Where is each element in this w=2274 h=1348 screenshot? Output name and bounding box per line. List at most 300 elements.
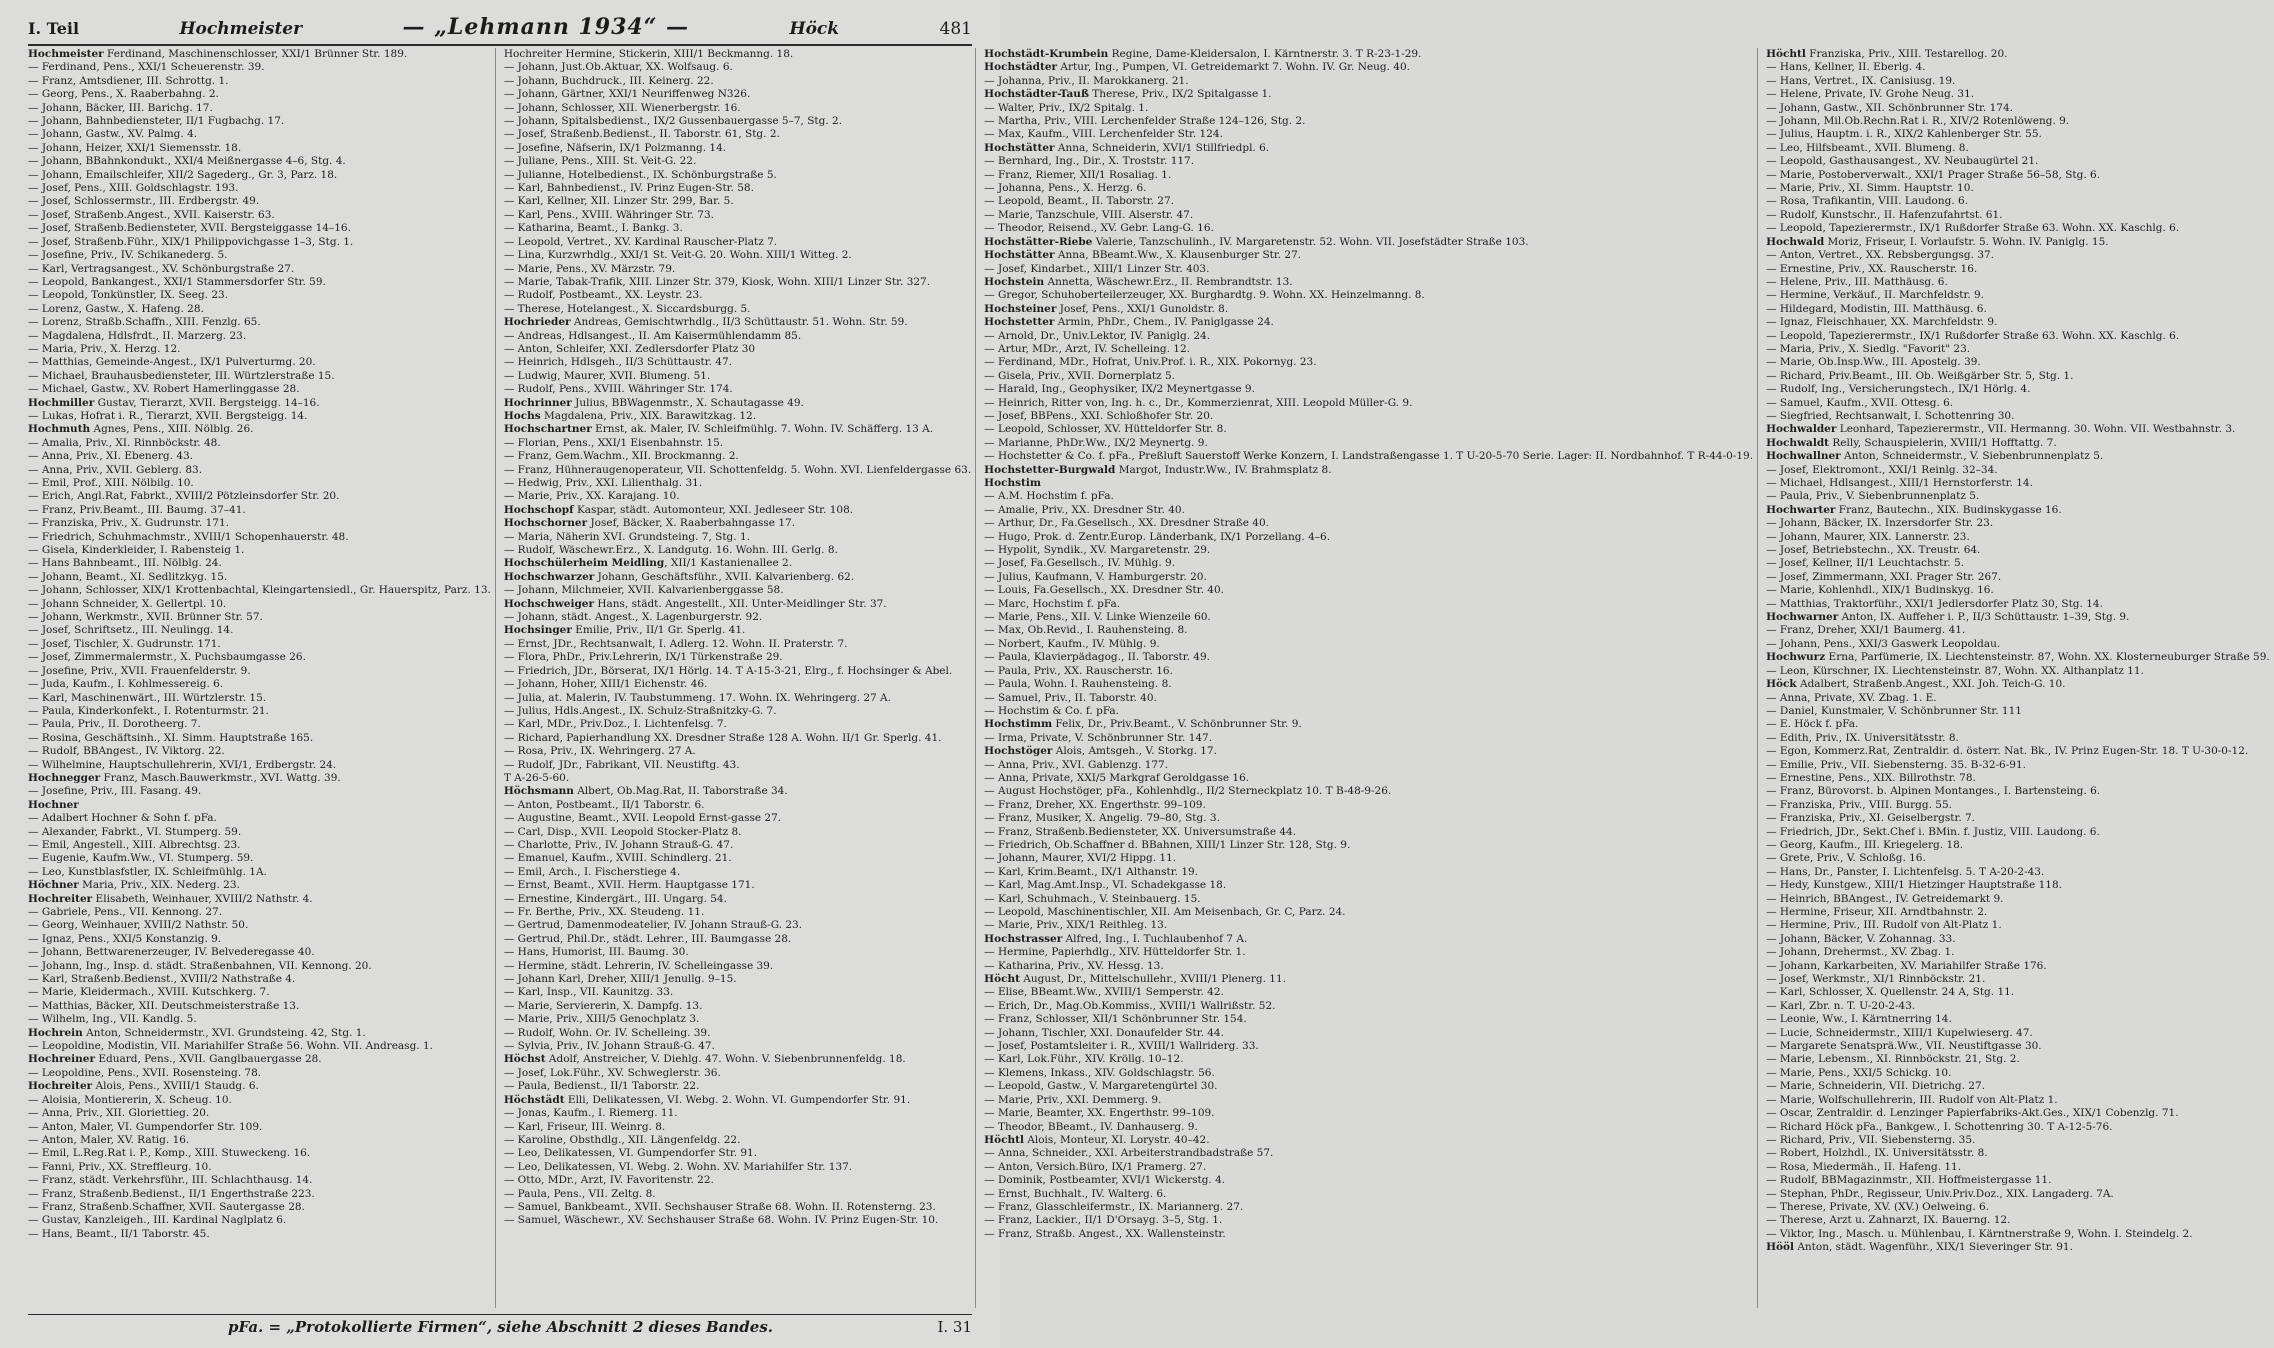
directory-entry (1766, 745, 2270, 758)
entry-details: — Karl, Kellner, XII. Linzer Str. 299, Bar. 5. (503, 195, 734, 208)
entry-details: — Augustine, Beamt., XVII. Leopold Ernst-gasse 27. (503, 812, 782, 825)
entry-details: — Leopold, Tapezierermstr., IX/1 Rußdorfer Straße 63. Wohn. XX. Kaschlg. 6. (1766, 222, 2180, 235)
directory-entry (1766, 812, 2270, 825)
directory-entry (504, 946, 971, 959)
directory-entry (984, 128, 1753, 141)
entry-details: — Karl, Straßenb.Bedienst., XVIII/2 Nathstraße 4. (28, 973, 296, 986)
directory-entry (28, 155, 491, 168)
entry-surname: Hochwallner (1766, 450, 1841, 463)
entry-details: — Therese, Arzt u. Zahnarzt, IX. Bauerng. 12. (1766, 1214, 2011, 1227)
directory-entry (504, 289, 971, 302)
entry-details: — Theodor, BBeamt., IV. Danhauserg. 9. (984, 1120, 1198, 1133)
directory-entry (28, 48, 491, 61)
entry-details: — Rudolf, Wohn. Or. IV. Schelleing. 39. (503, 1026, 711, 1039)
entry-details: — Ernst, Beamt., XVII. Herm. Hauptgasse 171. (503, 879, 755, 892)
entry-surname: Hochnegger (28, 771, 101, 784)
entry-surname: Hochrieder (503, 316, 571, 329)
directory-entry (28, 651, 491, 664)
directory-entry (1766, 356, 2270, 369)
directory-entry (1766, 946, 2270, 959)
signature-mark: I. 31 (937, 1318, 972, 1336)
entry-surname: Hochreiter (28, 1080, 93, 1093)
directory-entry (504, 611, 971, 624)
entry-details: — Josef, Straßenb.Bediensteter, XVII. Bergsteiggasse 14–16. (28, 222, 351, 235)
entry-surname: Hochs (503, 409, 541, 422)
directory-entry (984, 651, 1753, 664)
directory-entry (504, 1000, 971, 1013)
entry-details: — Josef, Werkmstr., XI/1 Rinnböckstr. 21. (1766, 973, 1986, 986)
entry-details: — Johanna, Priv., II. Marokkanerg. 21. (984, 74, 1189, 87)
entry-details: — Maria, Näherin XVI. Grundsteing. 7, Stg. 1. (503, 530, 750, 543)
entry-details: Anton, städt. Wagenführ., XIX/1 Sieveringer Str. 91. (1793, 1241, 2073, 1254)
entry-details: — Johann, Just.Ob.Aktuar, XX. Wolfsaug. 6. (503, 61, 733, 74)
entry-details: Ernst, ak. Maler, IV. Schleifmühlg. 7. Wohn. IV. Schäfferg. 13 A. (591, 423, 934, 436)
entry-details: — Ernestine, Priv., XX. Rauscherstr. 16. (1766, 262, 1978, 275)
directory-entry (984, 745, 1753, 758)
entry-details: — Johann, Buchdruck., III. Keinerg. 22. (503, 74, 714, 87)
directory-entry (1766, 759, 2270, 772)
entry-details: — Richard, Papierhandlung XX. Dresdner Straße 128 A. Wohn. II/1 Gr. Sperlg. 41. (503, 731, 942, 744)
entry-surname: Höchner (28, 879, 79, 892)
directory-entry (28, 236, 491, 249)
entry-details: — Emil, Arch., I. Fischerstiege 4. (503, 865, 681, 878)
entry-details: — Franz, Priv.Beamt., III. Baumg. 37–41. (28, 503, 246, 516)
directory-entry (28, 1067, 491, 1080)
entry-details: Franz, Bautechn., XIX. Budinskygasse 16. (1835, 503, 2062, 516)
entry-details: Agnes, Pens., XIII. Nölblg. 26. (90, 423, 254, 436)
entry-details: — Marie, Postoberverwalt., XXI/1 Prager Straße 56–58, Stg. 6. (1766, 168, 2101, 181)
entry-details: — Paula, Kinderkonfekt., I. Rotenturmstr. 21. (28, 704, 269, 717)
directory-entry (504, 249, 971, 262)
entry-details: — Matthias, Traktorführ., XXI/1 Jedlersdorfer Platz 30, Stg. 14. (1766, 597, 2103, 610)
entry-details: — Juliane, Pens., XIII. St. Veit-G. 22. (503, 155, 697, 168)
entry-surname: Hochstädt-Krumbein (984, 48, 1109, 60)
directory-entry (504, 102, 971, 115)
directory-entry (504, 1013, 971, 1026)
entry-surname: Hochreiner (28, 1053, 95, 1066)
entry-details: — Julius, Hdls.Angest., IX. Schulz-Straßnitzky-G. 7. (503, 704, 777, 717)
entry-details: Josef, Pens., XXI/1 Gunoldstr. 8. (1056, 302, 1229, 315)
directory-entry (28, 1188, 491, 1201)
directory-entry (504, 665, 971, 678)
entry-details: — Josefine, Näfserin, IX/1 Polzmanng. 14. (503, 141, 727, 154)
entry-details: — Marie, Tanzschule, VIII. Alserstr. 47. (984, 208, 1194, 221)
directory-entry (984, 665, 1753, 678)
entry-details: — Karl, Schuhmach., V. Steinbauerg. 15. (984, 892, 1201, 905)
directory-entry (504, 276, 971, 289)
directory-entry (28, 960, 491, 973)
entry-details: — Marie, Priv., XIX/1 Reithleg. 13. (984, 919, 1168, 932)
directory-entry (504, 88, 971, 101)
entry-details: — Franz, Straßenb.Schaffner, XVII. Sautergasse 28. (28, 1200, 305, 1213)
directory-entry (984, 852, 1753, 865)
directory-entry (984, 1094, 1753, 1107)
directory-entry (1766, 383, 2270, 396)
directory-entry (28, 531, 491, 544)
entry-details: — Emil, L.Reg.Rat i. P., Komp., XIII. Stuweckeng. 16. (28, 1147, 311, 1160)
directory-entry (1766, 638, 2270, 651)
directory-entry (1766, 128, 2270, 141)
directory-entry (504, 464, 971, 477)
directory-entry (504, 893, 971, 906)
entry-details: — Katharina, Beamt., I. Bankg. 3. (503, 222, 683, 235)
entry-details: Adalbert, Straßenb.Angest., XXI. Joh. Teich-G. 10. (1796, 678, 2066, 691)
directory-entry (504, 772, 971, 785)
entry-details: — Samuel, Kaufm., XVII. Ottesg. 6. (1766, 396, 1954, 409)
directory-entry (984, 195, 1753, 208)
entry-details: — Karl, Bahnbedienst., IV. Prinz Eugen-Str. 58. (503, 182, 754, 195)
directory-entry (28, 678, 491, 691)
entry-details: — Margarete Senatsprä.Ww., VII. Neustiftgasse 30. (1766, 1040, 2042, 1053)
directory-entry (984, 1174, 1753, 1187)
directory-entry (504, 1067, 971, 1080)
directory-entry (504, 423, 971, 436)
directory-entry (1766, 1161, 2270, 1174)
entry-details: — Leopold, Vertret., XV. Kardinal Rauscher-Platz 7. (503, 235, 778, 248)
directory-entry (504, 826, 971, 839)
column-2 (504, 48, 976, 1308)
entry-details: — Franz, Dreher, XX. Engerthstr. 99–109. (984, 798, 1206, 811)
directory-entry (504, 437, 971, 450)
entry-details: — Gustav, Kanzleigeh., III. Kardinal Naglplatz 6. (28, 1214, 287, 1227)
directory-entry (504, 316, 971, 329)
directory-entry (1766, 450, 2270, 463)
directory-entry (1766, 624, 2270, 637)
entry-surname: Hochstimm (984, 718, 1053, 731)
entry-details: — Helene, Private, IV. Grohe Neug. 31. (1766, 88, 1975, 101)
directory-entry (28, 1174, 491, 1187)
entry-details: — Lina, Kurzwrhdlg., XXI/1 St. Veit-G. 20. Wohn. XIII/1 Witteg. 2. (503, 249, 852, 262)
entry-details: — Friedrich, JDr., Börserat, IX/1 Hörlg. 14. T A-15-3-21, Elrg., f. Hochsinger & Abel. (503, 664, 953, 677)
entry-details: — Paula, Priv., V. Siebenbrunnenplatz 5. (1766, 490, 1980, 503)
entry-details: Anna, BBeamt.Ww., X. Klausenburger Str. 27. (1054, 249, 1302, 262)
directory-entry (28, 504, 491, 517)
entry-details: Eduard, Pens., XVII. Ganglbauergasse 28. (95, 1053, 322, 1066)
directory-entry (504, 584, 971, 597)
directory-entry (504, 531, 971, 544)
entry-details: — Marie, Priv., XIII/5 Genochplatz 3. (503, 1013, 700, 1026)
entry-surname: Hochner (28, 798, 79, 811)
directory-entry (28, 893, 491, 906)
entry-details: — Franz, Musiker, X. Angelig. 79–80, Stg. 3. (984, 812, 1220, 825)
directory-entry (984, 423, 1753, 436)
directory-entry (28, 638, 491, 651)
entry-details: — Johann, Spitalsbedienst., IX/2 Gussenbauergasse 5–7, Stg. 2. (503, 115, 843, 128)
directory-entry (984, 370, 1753, 383)
directory-entry (504, 263, 971, 276)
entry-details: — Erich, Angl.Rat, Fabrkt., XVIII/2 Pötzleinsdorfer Str. 20. (28, 490, 340, 503)
entry-details: — Ludwig, Maurer, XVII. Blumeng. 51. (503, 369, 711, 382)
entry-details: — Josef, Fa.Gesellsch., IV. Mühlg. 9. (984, 557, 1176, 570)
entry-details: — Richard, Priv., VII. Siebensterng. 35. (1766, 1133, 1976, 1146)
directory-entry (504, 1053, 971, 1066)
entry-details: — Johann, Gastw., XII. Schönbrunner Str. 174. (1766, 101, 2013, 114)
entry-details: — Marie, Kleidermach., XVIII. Kutschkerg. 7. (28, 986, 270, 999)
entry-details: — Ferdinand, MDr., Hofrat, Univ.Prof. i. R., XIX. Pokornyg. 23. (984, 356, 1317, 369)
entry-details: — Gabriele, Pens., VII. Kennong. 27. (28, 906, 223, 918)
entry-details: — Karl, Mag.Amt.Insp., VI. Schadekgasse 18. (984, 879, 1227, 892)
entry-details: — Adalbert Hochner & Sohn f. pFa. (28, 812, 217, 825)
entry-details: — Johann Karl, Dreher, XIII/1 Jenullg. 9–15. (503, 973, 737, 986)
entry-details: — Marie, Pens., XXI/5 Schickg. 10. (1766, 1066, 1952, 1079)
entry-details: — Johann, Hoher, XIII/1 Eichenstr. 46. (503, 678, 708, 691)
entry-details: — Rudolf, Pens., XVIII. Währinger Str. 174. (503, 383, 733, 396)
entry-details: — Leo, Kunstblasfstler, IX. Schleifmühlg. 1A. (28, 865, 267, 878)
directory-entry (28, 142, 491, 155)
directory-entry (984, 611, 1753, 624)
entry-details: Anton, IX. Auffeher i. P., II/3 Schüttaustr. 1–39, Stg. 9. (1838, 611, 2130, 624)
directory-entry (28, 571, 491, 584)
directory-entry (504, 1201, 971, 1214)
directory-entry (504, 1080, 971, 1093)
directory-entry (1766, 611, 2270, 624)
directory-entry (1766, 544, 2270, 557)
directory-entry (984, 598, 1753, 611)
entry-details: — Leo, Delikatessen, VI. Gumpendorfer Str. 91. (503, 1147, 758, 1160)
directory-entry (28, 450, 491, 463)
directory-entry (984, 61, 1753, 74)
entry-details: — Johann, Ing., Insp. d. städt. Straßenbahnen, VII. Kennong. 20. (28, 959, 372, 972)
entry-details: — Josef, Betriebstechn., XX. Treustr. 64. (1766, 544, 1981, 557)
directory-entry (984, 1201, 1753, 1214)
directory-entry (1766, 437, 2270, 450)
directory-entry (504, 1107, 971, 1120)
directory-entry (984, 799, 1753, 812)
entry-details: — Johann, Emailschleifer, XII/2 Sagederg., Gr. 3, Parz. 18. (28, 168, 338, 181)
entry-details: — Franz, Straßb. Angest., XX. Wallensteinstr. (984, 1227, 1226, 1240)
directory-entry (28, 128, 491, 141)
entry-details: — Georg, Pens., X. Raaberbahng. 2. (28, 88, 219, 101)
entry-details: — Karl, Lok.Führ., XIV. Kröllg. 10–12. (984, 1053, 1184, 1066)
entry-details: — Franz, Straßenb.Bedienst., II/1 Engerthstraße 223. (28, 1187, 315, 1200)
directory-entry (1766, 705, 2270, 718)
entry-surname: Hochschorner (503, 517, 588, 530)
entry-details: — Franz, Amtsdiener, III. Schrottg. 1. (28, 74, 229, 87)
entry-surname: Hochschwarzer (503, 570, 595, 583)
directory-entry (504, 678, 971, 691)
entry-details: Adolf, Anstreicher, V. Diehlg. 47. Wohn. V. Siebenbrunnenfeldg. 18. (545, 1053, 906, 1066)
entry-details: Erna, Parfümerie, IX. Liechtensteinstr. 87, Wohn. XX. Klosterneuburger Straße 59. (1825, 651, 2270, 664)
directory-entry (504, 169, 971, 182)
entry-details: — Michael, Brauhausbediensteter, III. Würtzlerstraße 15. (28, 369, 335, 382)
directory-entry (1766, 48, 2270, 61)
entry-details: — Johann, Milchmeier, XVII. Kalvarienberggasse 58. (503, 584, 784, 597)
page-number: 481 (939, 19, 972, 39)
entry-details: — Gertrud, Damenmodeatelier, IV. Johann Strauß-G. 23. (503, 919, 803, 932)
entry-details: — Erich, Dr., Mag.Ob.Kommiss., XVIII/1 Wallrißstr. 52. (984, 999, 1276, 1012)
directory-entry (984, 1080, 1753, 1093)
entry-details: — Ignaz, Fleischhauer, XX. Marchfeldstr. 9. (1766, 316, 1998, 329)
entry-details: — Egon, Kommerz.Rat, Zentraldir. d. österr. Nat. Bk., IV. Prinz Eugen-Str. 18. T U-30-0-12. (1766, 745, 2249, 758)
entry-surname: Hochwarter (1766, 503, 1836, 516)
entry-details: — Johann, Karkarbeiten, XV. Mariahilfer Straße 176. (1766, 959, 2047, 972)
directory-entry (504, 651, 971, 664)
entry-details: — Johann Schneider, X. Gellertpl. 10. (28, 597, 227, 610)
directory-entry (504, 745, 971, 758)
directory-entry (1766, 289, 2270, 302)
entry-surname: Hochwaldt (1766, 436, 1830, 449)
entry-details: — Viktor, Ing., Masch. u. Mühlenbau, I. Kärntnerstraße 9, Wohn. I. Steindelg. 2. (1766, 1227, 2193, 1240)
directory-entry (28, 437, 491, 450)
entry-details: — Ernestine, Kindergärt., III. Ungarg. 54. (503, 892, 727, 905)
directory-entry (28, 1214, 491, 1227)
entry-details: — Karoline, Obsthdlg., XII. Längenfeldg. 22. (503, 1133, 741, 1146)
entry-surname: Hööl (1766, 1241, 1794, 1254)
directory-entry (984, 946, 1753, 959)
directory-entry (28, 852, 491, 865)
running-head-right: Höck (789, 19, 840, 39)
entry-details: — Hildegard, Modistin, III. Matthäusg. 6. (1766, 302, 1987, 315)
entry-details: — Johann, Maurer, XVI/2 Hippg. 11. (984, 852, 1177, 865)
entry-details: — Hermine, Friseur, XII. Arndtbahnstr. 2. (1766, 906, 1988, 918)
directory-entry (504, 906, 971, 919)
entry-details: — Rudolf, Kunstschr., II. Hafenzufahrtst. 61. (1766, 208, 2003, 221)
entry-details: — Max, Kaufm., VIII. Lerchenfelder Str. 124. (984, 128, 1223, 141)
directory-entry (28, 517, 491, 530)
entry-details: — Paula, Pens., VII. Zeltg. 8. (503, 1187, 656, 1200)
entry-details: — Emil, Prof., XIII. Nölbilg. 10. (28, 477, 194, 489)
entry-details: — Flora, PhDr., Priv.Lehrerin, IX/1 Türkenstraße 29. (503, 651, 783, 664)
directory-entry (1766, 464, 2270, 477)
entry-details: — Emil, Angestell., XIII. Albrechtsg. 23. (28, 838, 241, 851)
directory-entry (504, 477, 971, 490)
entry-details: Alfred, Ing., I. Tuchlaubenhof 7 A. (1062, 932, 1248, 945)
directory-entry (984, 571, 1753, 584)
directory-entry (984, 986, 1753, 999)
directory-entry (984, 1188, 1753, 1201)
page-header (28, 14, 972, 46)
directory-entry (28, 1027, 491, 1040)
entry-details: — Johann, BBahnkondukt., XXI/4 Meißnergasse 4–6, Stg. 4. (28, 155, 346, 168)
directory-entry (1766, 397, 2270, 410)
entry-details: — Bernhard, Ing., Dir., X. Troststr. 117. (984, 155, 1195, 168)
entry-surname: Hochstein (984, 275, 1045, 288)
entry-details: — Franziska, Priv., X. Gudrunstr. 171. (28, 517, 229, 530)
entry-details: — Magdalena, Hdlsfrdt., II. Marzerg. 23. (28, 329, 247, 342)
directory-entry (1766, 772, 2270, 785)
directory-entry (28, 490, 491, 503)
directory-entry (1766, 1107, 2270, 1120)
directory-entry (1766, 169, 2270, 182)
directory-entry (28, 383, 491, 396)
directory-entry (984, 960, 1753, 973)
directory-entry (1766, 799, 2270, 812)
entry-details: — Johann, städt. Angest., X. Lagenburgerstr. 92. (503, 611, 763, 624)
directory-entry (28, 759, 491, 772)
entry-details: Ferdinand, Maschinenschlosser, XXI/1 Brünner Str. 189. (103, 48, 408, 60)
directory-entry (504, 799, 971, 812)
entry-details: — Rosa, Trafikantin, VIII. Laudong. 6. (1766, 195, 1969, 208)
directory-entry (504, 128, 971, 141)
entry-details: Alois, Amtsgeh., V. Storkg. 17. (1052, 745, 1217, 758)
entry-details: — Richard Höck pFa., Bankgew., I. Schottenring 30. T A-12-5-76. (1766, 1120, 2113, 1133)
entry-details: Hans, städt. Angestellt., XII. Unter-Meidlinger Str. 37. (594, 597, 887, 610)
directory-entry (984, 866, 1753, 879)
entry-details: — Samuel, Bankbeamt., XVII. Sechshauser Straße 68. Wohn. II. Rotensterng. 23. (503, 1200, 936, 1213)
entry-details: — Anton, Schleifer, XXI. Zedlersdorfer Platz 30 (503, 342, 756, 355)
entry-details: — Marie, Kohlenhdl., XIX/1 Budinskyg. 16. (1766, 584, 1994, 597)
entry-details: — Johann, Bäcker, IX. Inzersdorfer Str. 23. (1766, 517, 1994, 530)
entry-details: — Therese, Hotelangest., X. Siccardsburgg. 5. (503, 302, 751, 315)
entry-details: — Josef, Straßenb.Führ., XIX/1 Philippovichgasse 1–3, Stg. 1. (28, 235, 354, 248)
entry-details: — Karl, Friseur, III. Weinrg. 8. (503, 1120, 666, 1133)
entry-details: — Emanuel, Kaufm., XVIII. Schindlerg. 21. (503, 852, 732, 865)
directory-entry (984, 383, 1753, 396)
directory-entry (504, 490, 971, 503)
directory-entry (984, 289, 1753, 302)
entry-surname: Höchstädt (503, 1093, 565, 1106)
entry-details: — Katharina, Priv., XV. Hessg. 13. (984, 959, 1164, 972)
entry-details: — Marie, Lebensm., XI. Rinnböckstr. 21, Stg. 2. (1766, 1053, 2020, 1066)
directory-entry (504, 61, 971, 74)
directory-entry (504, 209, 971, 222)
directory-entry (1766, 1147, 2270, 1160)
directory-entry (504, 356, 971, 369)
directory-entry (504, 1134, 971, 1147)
entry-details: — Elise, BBeamt.Ww., XVIII/1 Semperstr. 42. (984, 986, 1224, 999)
entry-details: — Leopold, Gasthausangest., XV. Neubaugürtel 21. (1766, 155, 2039, 168)
entry-details: — Johann, Gärtner, XXI/1 Neuriffenweg N326. (503, 88, 751, 101)
entry-details: — Walter, Priv., IX/2 Spitalg. 1. (984, 101, 1149, 114)
directory-entry (1766, 852, 2270, 865)
entry-surname: Hochrein (28, 1026, 83, 1039)
entry-details: — Josef, Tischler, X. Gudrunstr. 171. (28, 637, 221, 650)
running-head-left: Hochmeister (179, 19, 303, 39)
directory-entry (984, 437, 1753, 450)
entry-surname: Hochwalder (1766, 423, 1837, 436)
directory-entry (1766, 651, 2270, 664)
directory-entry (28, 464, 491, 477)
directory-entry (28, 665, 491, 678)
entry-details: — Gisela, Priv., XVII. Dornerplatz 5. (984, 369, 1176, 382)
directory-entry (984, 330, 1753, 343)
entry-details: — Edith, Priv., IX. Universitätsstr. 8. (1766, 731, 1959, 744)
entry-details: — Hermine, städt. Lehrerin, IV. Schelleingasse 39. (503, 959, 774, 972)
entry-details: — Helene, Priv., III. Matthäusg. 6. (1766, 275, 1948, 288)
entry-details: — Rudolf, Wäschewr.Erz., X. Landgutg. 16. Wohn. III. Gerlg. 8. (503, 544, 838, 557)
directory-entry (28, 75, 491, 88)
directory-entry (1766, 584, 2270, 597)
directory-entry (504, 960, 971, 973)
directory-entry (28, 866, 491, 879)
entry-details: — Friedrich, Ob.Schaffner d. BBahnen, XIII/1 Linzer Str. 128, Stg. 9. (984, 838, 1351, 851)
entry-details: — Franz, Straßenb.Bediensteter, XX. Universumstraße 44. (984, 825, 1297, 838)
directory-entry (984, 169, 1753, 182)
entry-details: — Leopold, Tonkünstler, IX. Seeg. 23. (28, 289, 229, 302)
entry-surname: Höcht (984, 973, 1020, 986)
directory-entry (28, 209, 491, 222)
entry-details: — Rosa, Miedermäh., II. Hafeng. 11. (1766, 1160, 1962, 1173)
entry-details: — Hans, Dr., Panster, I. Lichtenfelsg. 5. T A-20-2-43. (1766, 865, 2045, 878)
entry-details: T A-26-5-60. (503, 771, 570, 784)
directory-entry (984, 517, 1753, 530)
entry-details: — Anna, Private, XXI/5 Markgraf Geroldgasse 16. (984, 771, 1250, 784)
entry-surname: Hochstätter (984, 141, 1055, 154)
directory-entry (1766, 1214, 2270, 1227)
entry-details: Josef, Bäcker, X. Raaberbahngasse 17. (587, 517, 796, 530)
directory-entry (984, 410, 1753, 423)
directory-entry (504, 222, 971, 235)
entry-details: Albert, Ob.Mag.Rat, II. Taborstraße 34. (573, 785, 788, 798)
entry-details: — Johann, Werkmstr., XVII. Brünner Str. 57. (28, 611, 263, 624)
entry-details: — Grete, Priv., V. Schloßg. 16. (1766, 852, 1926, 865)
directory-entry (28, 772, 491, 785)
entry-surname: Hochstrasser (984, 932, 1063, 945)
entry-details: — Johann, Gastw., XV. Palmg. 4. (28, 128, 198, 141)
directory-entry (1766, 343, 2270, 356)
entry-details: — Wilhelm, Ing., VII. Kandlg. 5. (28, 1013, 197, 1026)
directory-entry (1766, 960, 2270, 973)
